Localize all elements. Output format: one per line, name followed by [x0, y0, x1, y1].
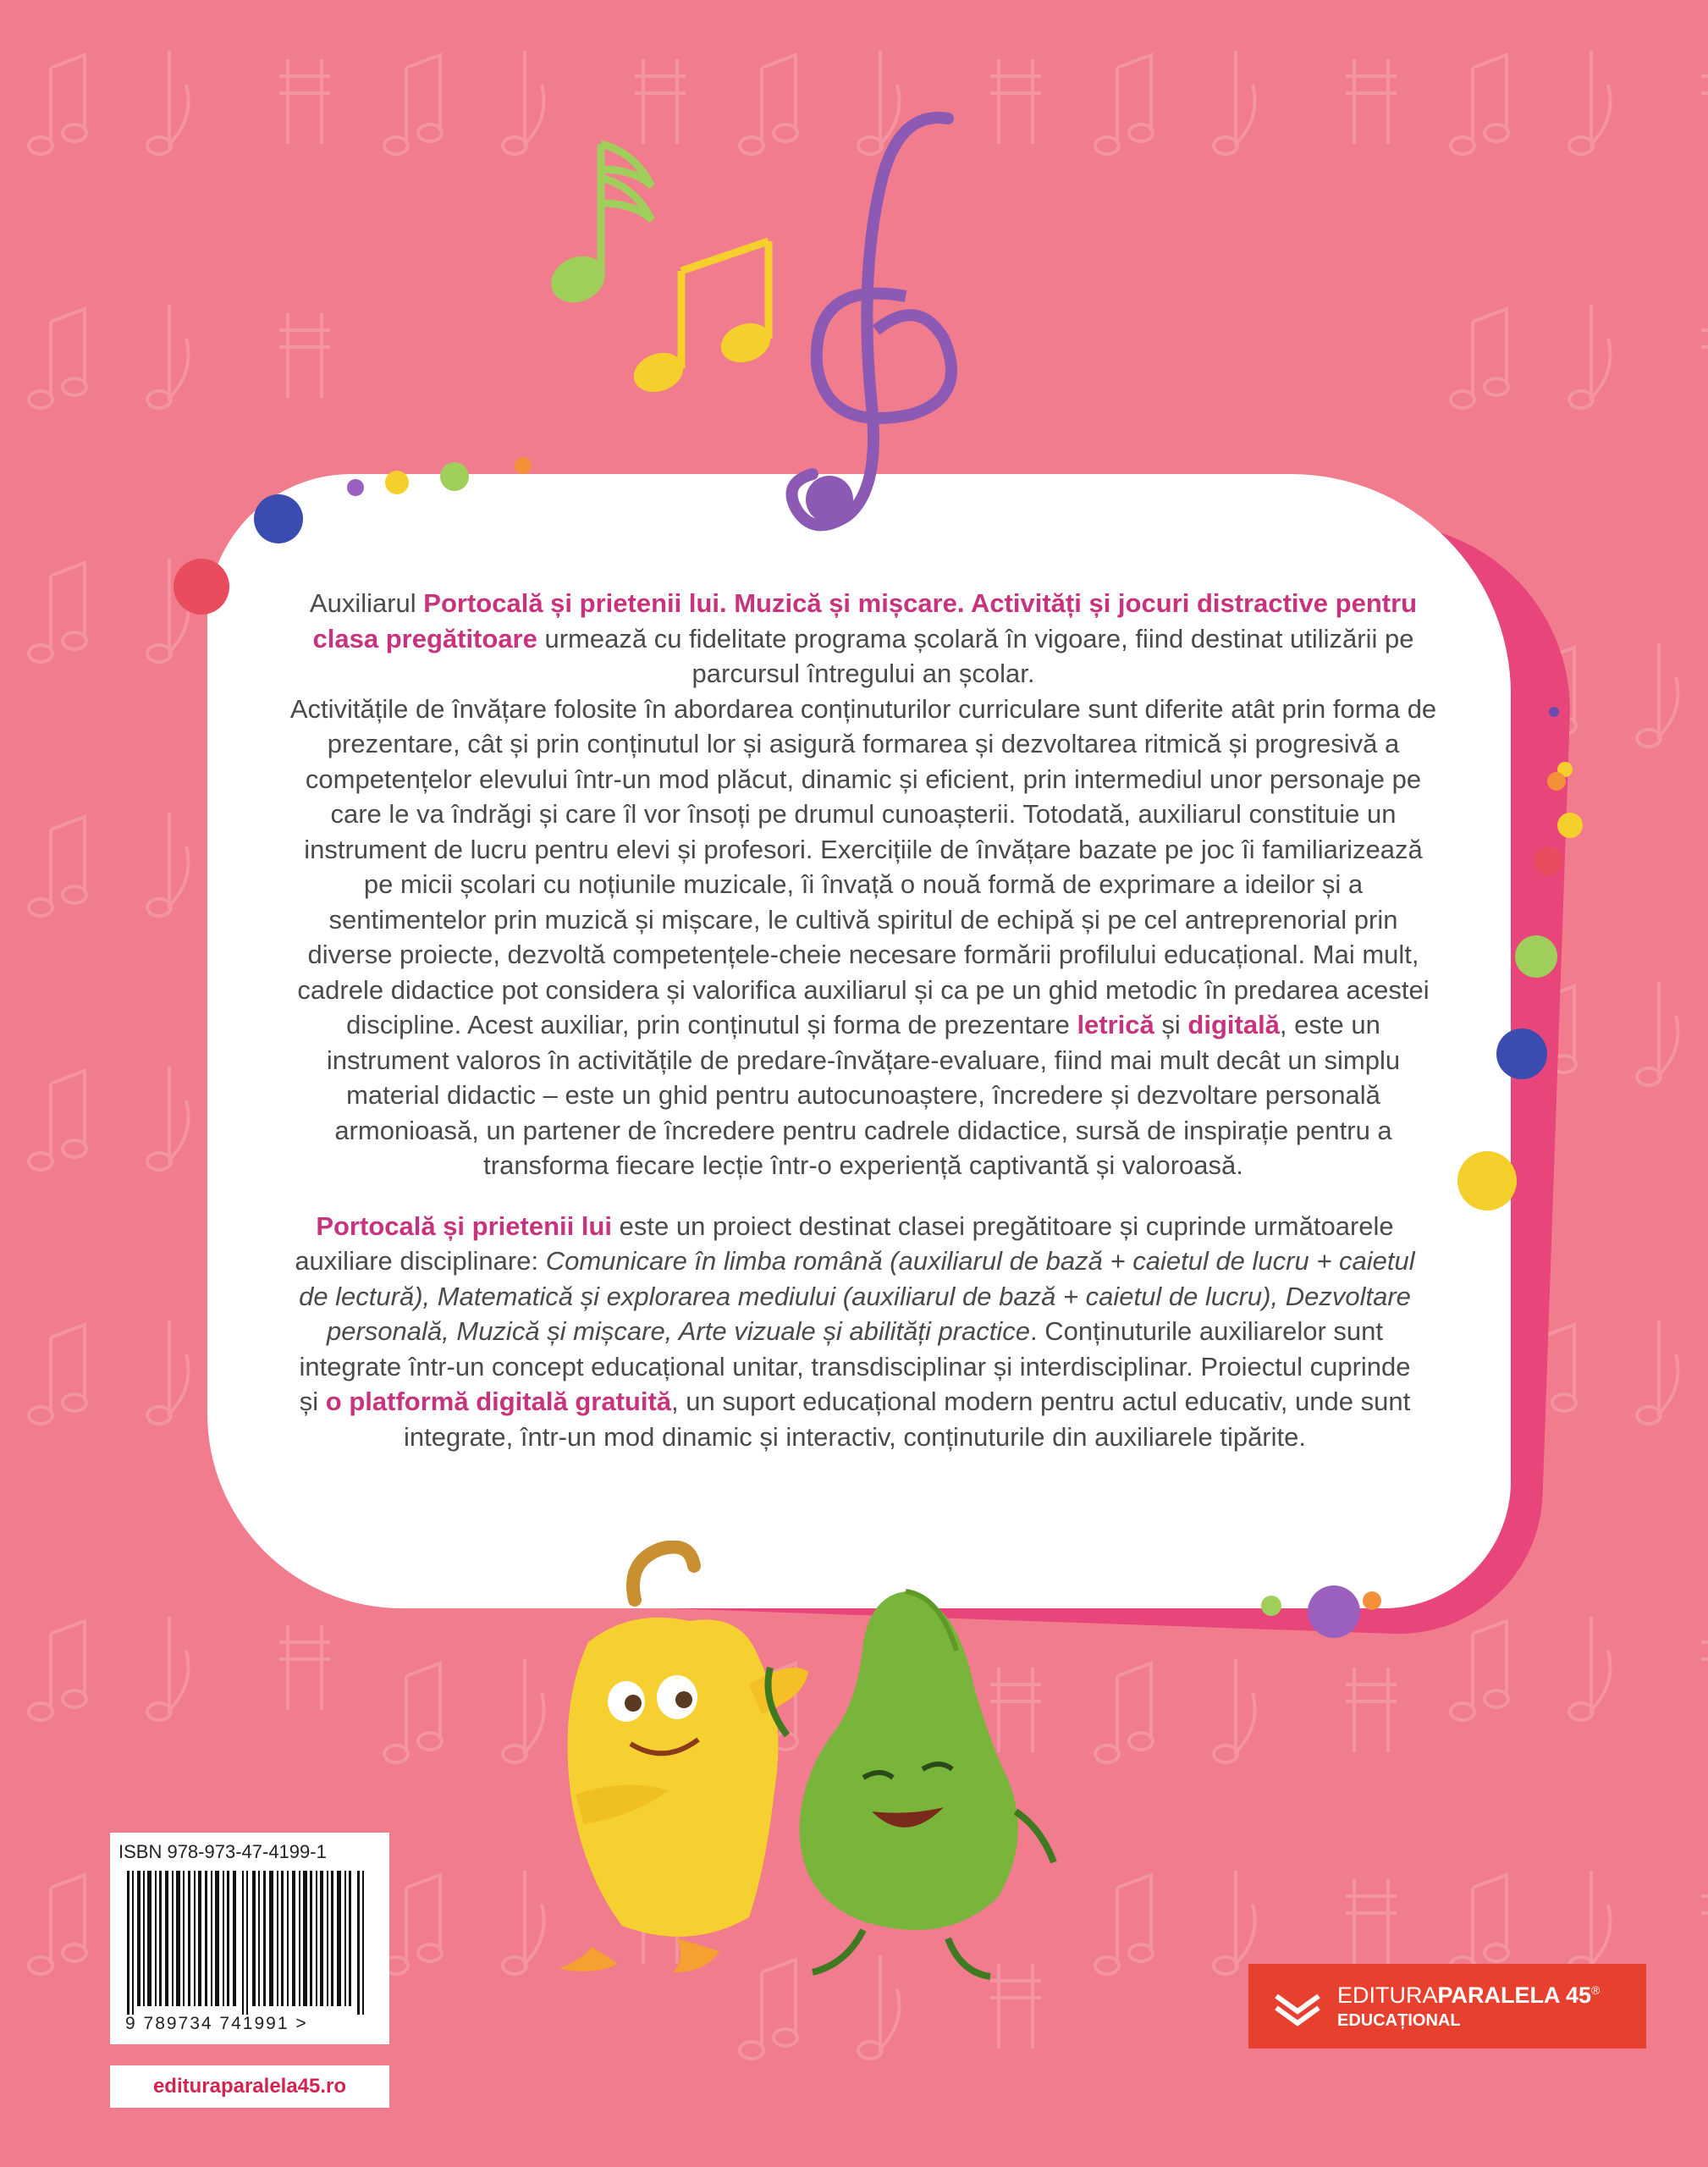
description-text — [212, 586, 1498, 1454]
dot-blue-r — [1496, 1028, 1547, 1079]
dot-yellow-r2 — [1557, 813, 1583, 838]
book-title: Portocală și prietenii lui. Muzică și mișcare. Activități și jocuri distractive pentru clasa pregătitoare — [312, 588, 1418, 653]
barcode — [127, 1871, 372, 2015]
dot-purple-b — [1308, 1585, 1360, 1638]
subjects-list: Comunicare în limba română (auxiliarul de bază + caietul de lucru + caietul de lectură), Matematică și explorarea mediului (auxiliarul de bază + caietul de lucru), Dezvoltare personală, Muzică și mișcare, Arte vizuale și abilități practice — [299, 1246, 1415, 1346]
project-title: Portocală și prietenii lui — [316, 1210, 613, 1241]
green-pear-icon — [769, 1591, 1055, 1977]
intro-paragraph: Auxiliarul Portocală și prietenii lui. Muzică și mișcare. Activități și jocuri distractive pentru clasa pregătitoare urmează cu fidelitate programa școlară în vigoare, fiind destinat utilizării pe parcursul întregului an școlar. Activitățile de învățare folosite în abordarea conținuturilor curriculare sunt diferite atât prin forma de prezentare, cât și prin conținutul lor și asigură formarea și dezvoltarea ritmică și progresivă a competențelor elevului într-un mod plăcut, dinamic și eficient, prin intermediul unor personaje pe care le va îndrăgi și care îl vor însoți pe drumul cunoașterii. Totodată, auxiliarul constituie un instrument de lucru pentru elevi și profesori. Exercițiile de învățare bazate pe joc îi familiarizează pe micii școlari cu noțiunile muzicale, îi învață o nouă formă de exprimare a ideilor și a sentimentelor prin muzică și mișcare, le cultivă spiritul de echipă și pe cel antreprenorial prin diverse proiecte, dezvoltă competențele-cheie necesare formării profilului educațional. Mai mult, cadrele didactice pot considera și valorifica auxiliarul și ca pe un ghid metodic în predarea acestei discipline. Acest auxiliar, prin conținutul și forma de prezentare letrică și digitală, este un instrument valoros în activitățile de predare-învățare-evaluare, fiind mai mult decât un simplu material didactic – este un ghid pentru autocunoaștere, încredere și dezvoltare personală armonioasă, un partener de încredere pentru cadrele didactice, sursă de inspirație pentru a transforma fiecare lecție într-o experiență captivantă și valoroasă. — [289, 588, 1437, 1180]
publisher-website[interactable]: edituraparalela45.ro — [110, 2065, 389, 2108]
project-paragraph: Portocală și prietenii lui este un proiect destinat clasei pregătitoare și cuprinde următoarele auxiliare disciplinare: Comunicare în limba română (auxiliarul de bază + caietul de lucru + caietul de lectură), Matematică și explorarea mediului (auxiliarul de bază + caietul de lucru), Dezvoltare personală, Muzică și mișcare, Arte vizuale și abilități practice. Conținuturile auxiliarelor sunt integrate într-un concept educațional unitar, transdisciplinar și interdisciplinar. Proiectul cuprinde și o platformă digitală gratuită, un suport educațional modern pentru actul educativ, unde sunt integrate, într-un mod dinamic și interactiv, conținuturile din auxiliarele tipărite. — [295, 1210, 1415, 1452]
yellow-pepper-icon — [559, 1547, 808, 1973]
isbn-barcode-box — [110, 1833, 389, 2044]
publisher-subtitle: EDUCAȚIONAL — [1337, 2011, 1461, 2030]
keyword-digitala: digitală — [1187, 1010, 1280, 1039]
dot-orange-b — [1363, 1591, 1381, 1610]
digital-platform: o platformă digitală gratuită — [325, 1387, 672, 1416]
treble-clef-icon — [792, 118, 952, 525]
characters-illustration — [508, 1541, 1117, 2015]
publisher-name: EDITURAPARALELA 45® — [1337, 1982, 1601, 2008]
barcode-digits: 9 789734 741991 > — [125, 2014, 308, 2033]
dot-green-r — [1515, 935, 1557, 978]
publisher-logo — [1248, 1964, 1646, 2048]
dot-purple-small — [1549, 707, 1559, 717]
book-logo-icon — [1272, 1986, 1323, 2028]
dot-yellow — [385, 471, 409, 494]
music-notes-decoration — [508, 102, 982, 576]
dot-blue — [254, 494, 303, 543]
dot-purple — [347, 479, 364, 496]
dot-green-b — [1261, 1596, 1281, 1616]
dot-orange — [515, 457, 532, 474]
green-note-icon — [543, 144, 652, 312]
yellow-notes-icon — [628, 241, 775, 399]
keyword-letrica: letrică — [1077, 1010, 1154, 1039]
dot-green — [440, 462, 469, 491]
isbn-number: ISBN 978-973-47-4199-1 — [118, 1841, 327, 1862]
dot-red-r — [1534, 846, 1562, 875]
dot-orange-r — [1547, 772, 1566, 791]
